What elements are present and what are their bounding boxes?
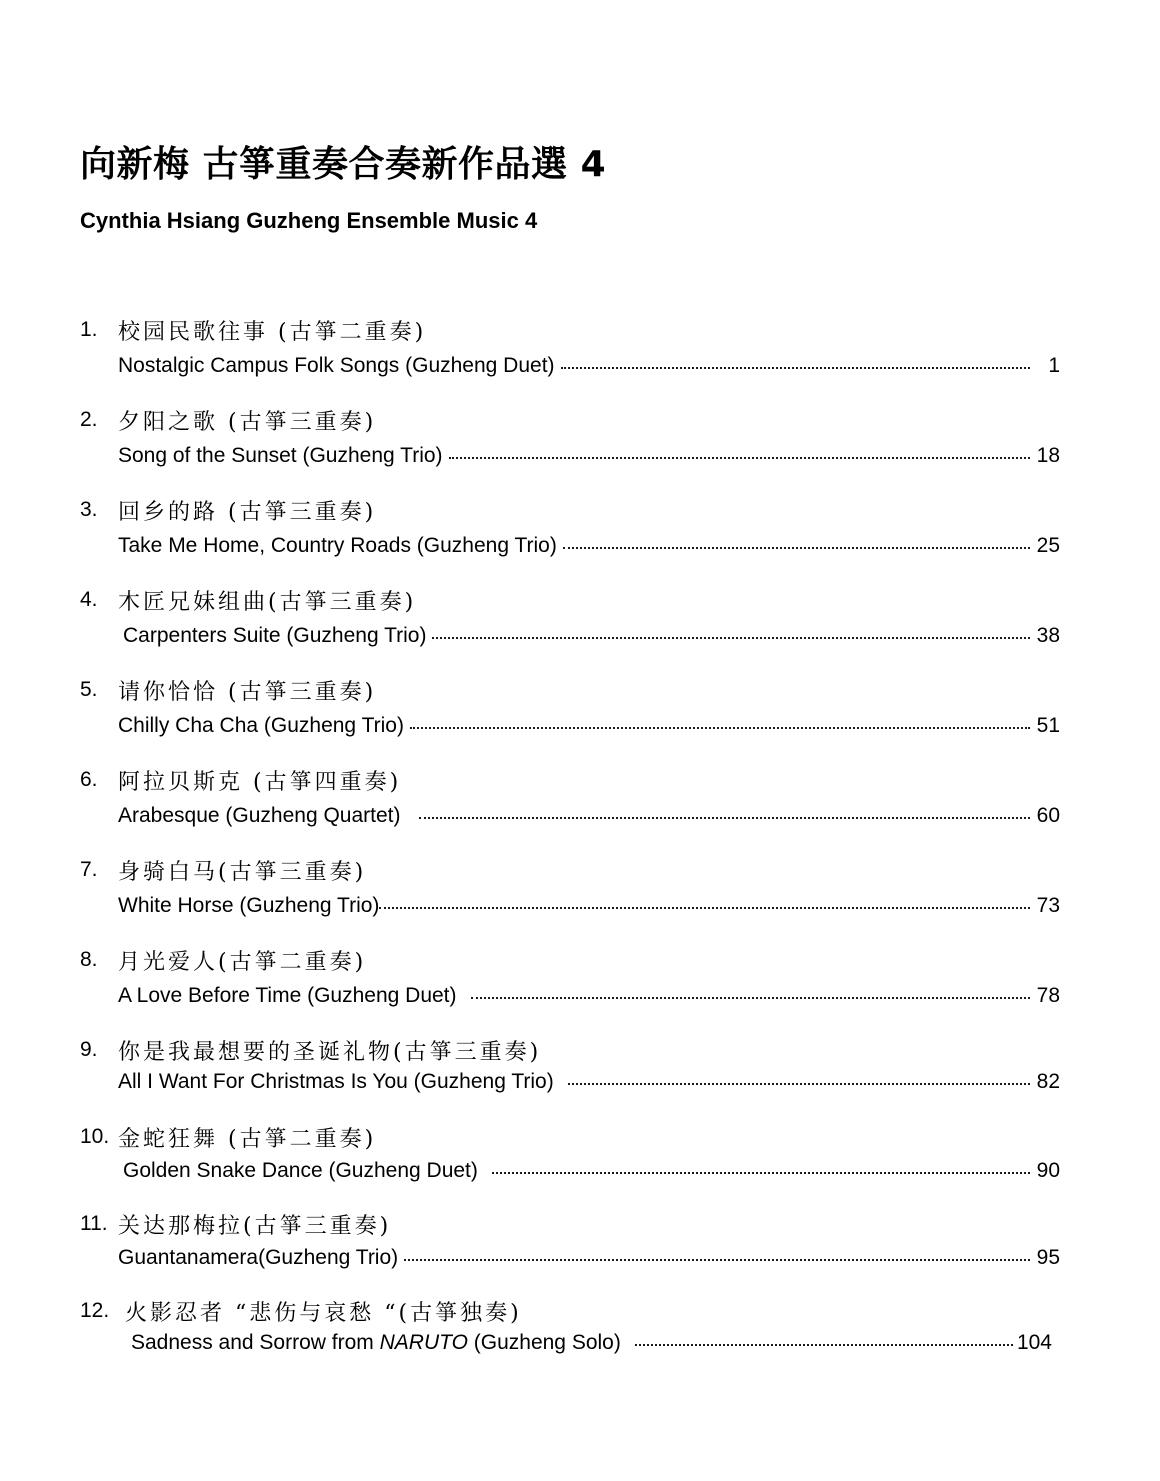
entry-title-chinese: 你是我最想要的圣诞礼物(古箏三重奏)	[118, 1039, 542, 1065]
entry-number: 10.	[80, 1125, 110, 1148]
toc-entry[interactable]	[80, 672, 1060, 762]
entry-page-number: 104	[1016, 1331, 1052, 1354]
entry-title-english: Nostalgic Campus Folk Songs (Guzheng Duet)	[118, 354, 555, 377]
entry-title-chinese: 火影忍者 “悲伤与哀愁 “(古箏独奏)	[125, 1300, 522, 1326]
entry-title-chinese: 阿拉贝斯克 (古箏四重奏)	[118, 769, 402, 795]
entry-title-chinese: 月光爱人(古箏二重奏)	[118, 949, 367, 975]
entry-page-number: 60	[1036, 804, 1060, 827]
entry-page-number: 82	[1036, 1070, 1060, 1093]
entry-number: 12.	[80, 1299, 110, 1322]
toc-entry[interactable]	[80, 852, 1060, 942]
entry-page-number: 18	[1036, 444, 1060, 467]
dot-leader	[419, 802, 1031, 822]
entry-page-number: 1	[1048, 354, 1060, 377]
toc-entry[interactable]	[80, 312, 1060, 402]
entry-page-number: 90	[1036, 1159, 1060, 1182]
entry-title-english: Arabesque (Guzheng Quartet)	[118, 804, 401, 827]
entry-number: 2.	[80, 408, 98, 431]
dot-leader	[404, 1244, 1030, 1264]
entry-number: 11.	[80, 1212, 108, 1235]
entry-title-chinese: 金蛇狂舞 (古箏二重奏)	[118, 1126, 377, 1152]
dot-leader	[432, 622, 1030, 642]
entry-title-chinese: 请你恰恰 (古箏三重奏)	[118, 679, 377, 705]
entry-number: 8.	[80, 948, 98, 971]
entry-page-number: 51	[1036, 714, 1060, 737]
entry-page-number: 73	[1036, 894, 1060, 917]
entry-title-english: All I Want For Christmas Is You (Guzheng Trio)	[118, 1070, 554, 1093]
toc-entry[interactable]	[80, 1032, 1060, 1119]
entry-number: 3.	[80, 498, 98, 521]
entry-title-chinese: 身骑白马(古箏三重奏)	[118, 859, 367, 885]
dot-leader	[635, 1329, 1013, 1349]
toc-entry[interactable]	[80, 1293, 1060, 1383]
page-title-english: Cynthia Hsiang Guzheng Ensemble Music 4	[80, 208, 538, 233]
entry-number: 5.	[80, 678, 98, 701]
entry-number: 7.	[80, 858, 98, 881]
entry-title-english: Carpenters Suite (Guzheng Trio)	[123, 624, 427, 647]
toc-entry[interactable]	[80, 1119, 1060, 1206]
dot-leader	[410, 712, 1030, 732]
entry-title-chinese: 回乡的路 (古箏三重奏)	[118, 499, 377, 525]
entry-title-chinese: 关达那梅拉(古箏三重奏)	[118, 1213, 392, 1239]
entry-page-number: 38	[1036, 624, 1060, 647]
page-title-chinese: 向新梅 古箏重奏合奏新作品選 4	[80, 144, 607, 185]
dot-leader	[492, 1157, 1030, 1177]
dot-leader	[449, 442, 1030, 462]
toc-entry[interactable]	[80, 582, 1060, 672]
toc-entry[interactable]	[80, 402, 1060, 492]
dot-leader	[471, 982, 1030, 1002]
entry-title-english: Take Me Home, Country Roads (Guzheng Trio)	[118, 534, 557, 557]
entry-number: 9.	[80, 1038, 98, 1061]
entry-title-english: Sadness and Sorrow from NARUTO (Guzheng Solo)	[131, 1331, 621, 1354]
dot-leader	[563, 532, 1030, 552]
entry-title-italic: NARUTO	[379, 1331, 468, 1354]
entry-title-chinese: 夕阳之歌 (古箏三重奏)	[118, 409, 377, 435]
toc-entry[interactable]	[80, 492, 1060, 582]
table-of-contents	[80, 312, 1060, 1383]
entry-page-number: 78	[1036, 984, 1060, 1007]
toc-entry[interactable]	[80, 942, 1060, 1032]
entry-title-english: White Horse (Guzheng Trio)	[118, 894, 380, 917]
entry-number: 1.	[80, 318, 98, 341]
dot-leader	[568, 1068, 1030, 1088]
entry-number: 4.	[80, 588, 98, 611]
toc-entry[interactable]	[80, 762, 1060, 852]
entry-title-chinese: 校园民歌往事 (古箏二重奏)	[118, 319, 427, 345]
entry-title-english: Golden Snake Dance (Guzheng Duet)	[123, 1159, 478, 1182]
dot-leader	[561, 352, 1030, 372]
entry-number: 6.	[80, 768, 98, 791]
entry-title-english: Song of the Sunset (Guzheng Trio)	[118, 444, 443, 467]
entry-page-number: 95	[1036, 1246, 1060, 1269]
toc-entry[interactable]	[80, 1206, 1060, 1293]
entry-title-chinese: 木匠兄妹组曲(古箏三重奏)	[118, 589, 417, 615]
dot-leader	[379, 892, 1030, 912]
entry-title-english: A Love Before Time (Guzheng Duet)	[118, 984, 457, 1007]
entry-title-english: Chilly Cha Cha (Guzheng Trio)	[118, 714, 404, 737]
entry-title-english: Guantanamera(Guzheng Trio)	[118, 1246, 399, 1269]
entry-page-number: 25	[1036, 534, 1060, 557]
